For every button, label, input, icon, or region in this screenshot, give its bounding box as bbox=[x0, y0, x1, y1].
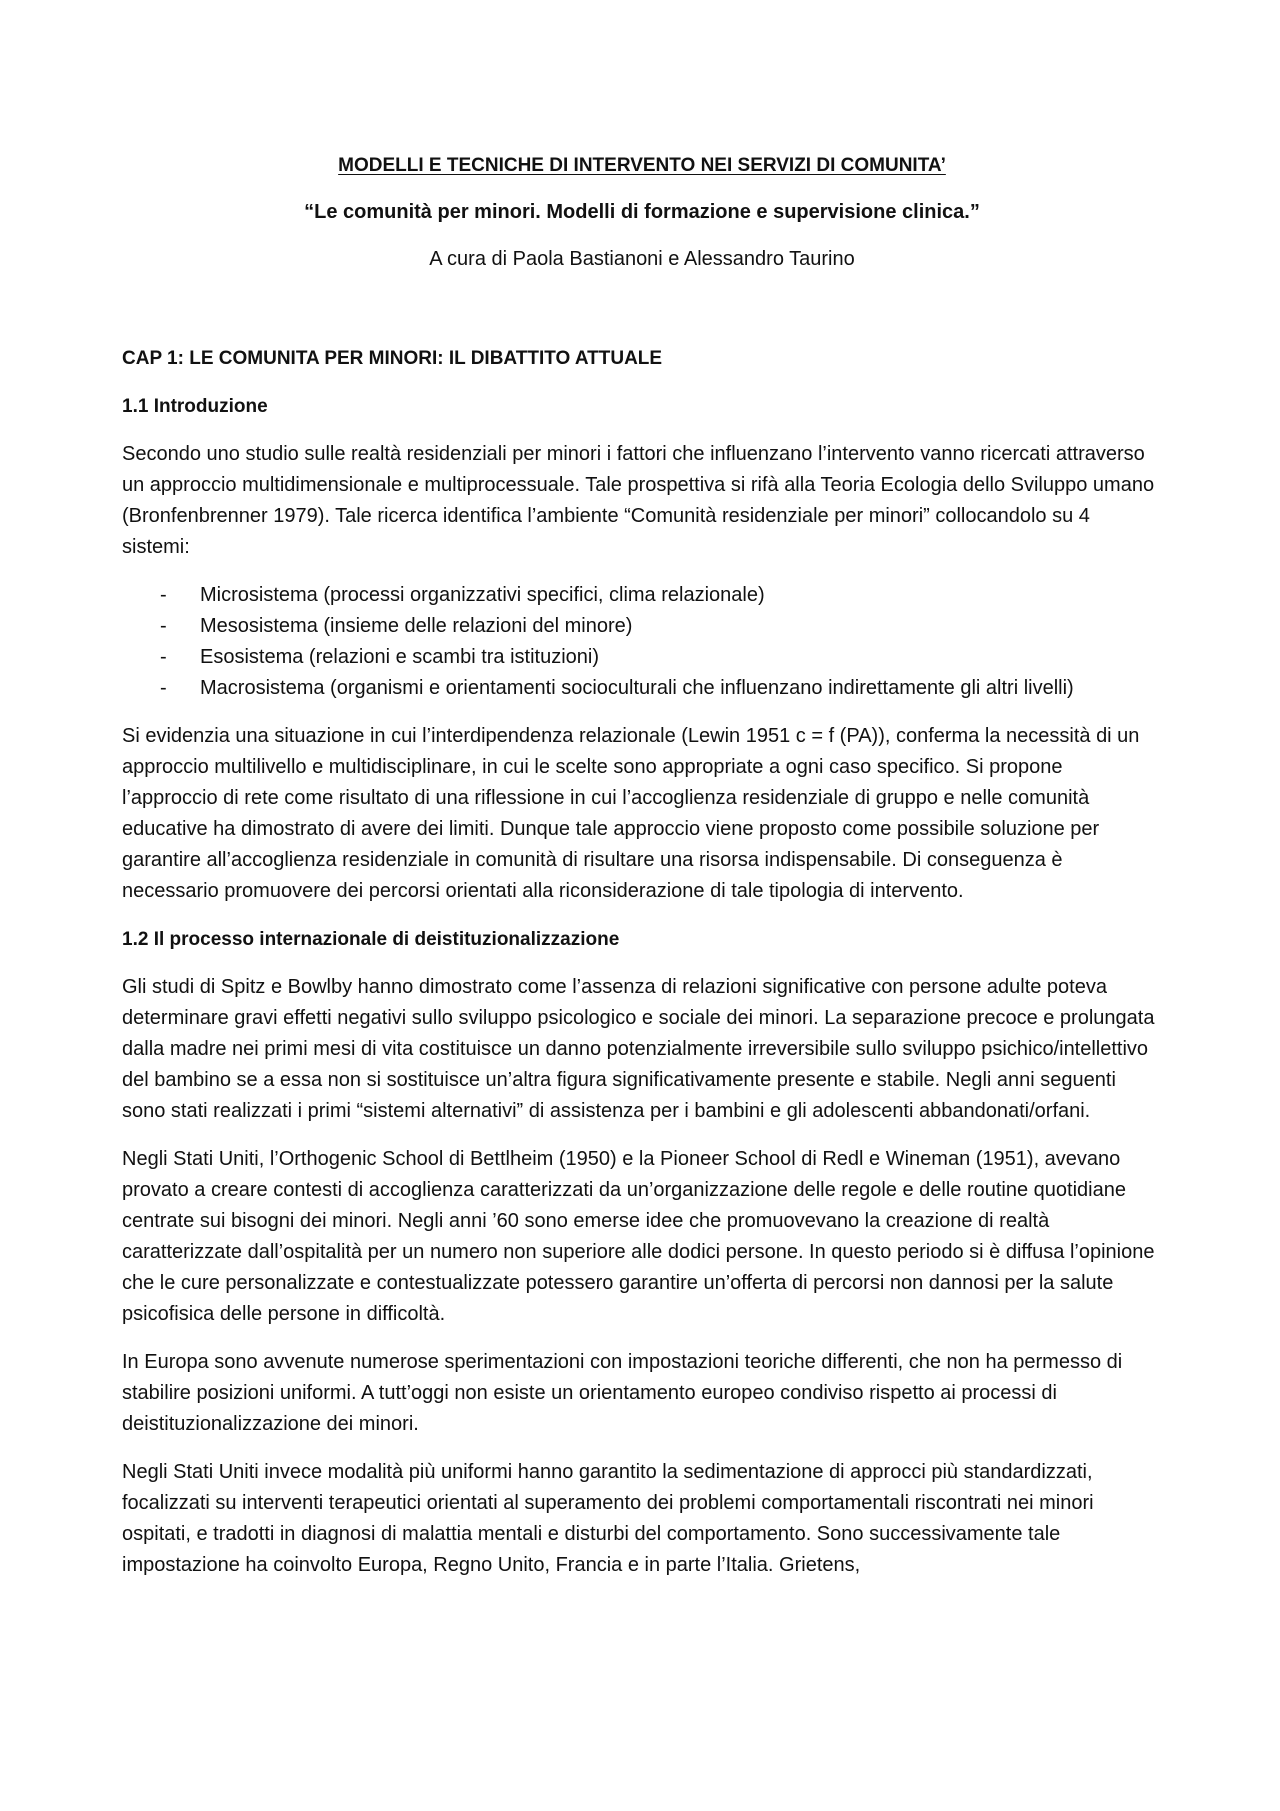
dash-bullet: - bbox=[160, 646, 167, 668]
paragraph-interdipendenza: Si evidenzia una situazione in cui l’interdipendenza relazionale (Lewin 1951 c = f (PA)), conferma la necessità di un approccio multilivello e multidisciplinare, in cui le scelte sono appropriate a ogni caso specifico. Si propone l’approccio di rete come risultato di una riflessione in cui l’accoglienza residenziale di gruppo e nelle comunità educative ha dimostrato di avere dei limiti. Dunque tale approccio viene proposto come possibile soluzione per garantire all’accoglienza residenziale in comunità di risultare una risorsa indispensabile. Di conseguenza è necessario promuovere dei percorsi orientati alla riconsiderazione di tale tipologia di intervento. bbox=[122, 725, 1140, 902]
section-heading-introduzione: 1.1 Introduzione bbox=[122, 396, 268, 417]
paragraph-intro: Secondo uno studio sulle realtà residenziali per minori i fattori che influenzano l’intervento vanno ricercati attraverso un approccio multidimensionale e multiprocessuale. Tale prospettiva si rifà alla Teoria Ecologia dello Sviluppo umano (Bronfenbrenner 1979). Tale ricerca identifica l’ambiente “Comunità residenziale per minori” collocandolo su 4 sistemi: bbox=[122, 443, 1155, 558]
list-item bbox=[122, 642, 1162, 673]
paragraph-europa: In Europa sono avvenute numerose sperimentazioni con impostazioni teoriche differenti, che non ha permesso di stabilire posizioni uniformi. A tutt’oggi non esiste un orientamento europeo condiviso rispetto ai processi di deistituzionalizzazione dei minori. bbox=[122, 1351, 1123, 1435]
list-item-text: Esosistema (relazioni e scambi tra istituzioni) bbox=[200, 646, 600, 668]
systems-list bbox=[122, 580, 1162, 704]
list-item bbox=[122, 611, 1162, 642]
list-item bbox=[122, 673, 1162, 704]
paragraph-spitz-bowlby: Gli studi di Spitz e Bowlby hanno dimostrato come l’assenza di relazioni significative con persone adulte poteva determinare gravi effetti negativi sullo sviluppo psicologico e sociale dei minori. La separazione precoce e prolungata dalla madre nei primi mesi di vita costituisce un danno potenzialmente irreversibile sullo sviluppo psichico/intellettivo del bambino se a essa non si sostituisce un’altra figura significativamente presente e stabile. Negli anni seguenti sono stati realizzati i primi “sistemi alternativi” di assistenza per i bambini e gli adolescenti abbandonati/orfani. bbox=[122, 976, 1155, 1122]
paragraph-stati-uniti: Negli Stati Uniti, l’Orthogenic School di Bettlheim (1950) e la Pioneer School di Redl e Wineman (1951), avevano provato a creare contesti di accoglienza caratterizzati da un’organizzazione delle regole e delle routine quotidiane centrate sui bisogni dei minori. Negli anni ’60 sono emerse idee che promuovevano la creazione di realtà caratterizzate dall’ospitalità per un numero non superiore alle dodici persone. In questo periodo si è diffusa l’opinione che le cure personalizzate e contestualizzate potessero garantire un’offerta di percorsi non dannosi per la salute psicofisica delle persone in difficoltà. bbox=[122, 1148, 1155, 1325]
document-body bbox=[122, 150, 1162, 1581]
dash-bullet: - bbox=[160, 584, 167, 606]
section-heading-deistituzionalizzazione: 1.2 Il processo internazionale di deistituzionalizzazione bbox=[122, 929, 620, 950]
list-item-text: Mesosistema (insieme delle relazioni del minore) bbox=[200, 615, 633, 637]
list-item-text: Macrosistema (organismi e orientamenti socioculturali che influenzano indirettamente gli altri livelli) bbox=[200, 677, 1074, 699]
list-item bbox=[122, 580, 1162, 611]
dash-bullet: - bbox=[160, 677, 167, 699]
dash-bullet: - bbox=[160, 615, 167, 637]
document-title: MODELLI E TECNICHE DI INTERVENTO NEI SERVIZI DI COMUNITA’ bbox=[338, 155, 946, 176]
list-item-text: Microsistema (processi organizzativi specifici, clima relazionale) bbox=[200, 584, 765, 606]
paragraph-approcci-standardizzati: Negli Stati Uniti invece modalità più uniformi hanno garantito la sedimentazione di approcci più standardizzati, focalizzati su interventi terapeutici orientati al superamento dei problemi comportamentali riscontrati nei minori ospitati, e tradotti in diagnosi di malattia mentali e disturbi del comportamento. Sono successivamente tale impostazione ha coinvolto Europa, Regno Unito, Francia e in parte l’Italia. Grietens, bbox=[122, 1461, 1094, 1576]
document-subtitle: “Le comunità per minori. Modelli di formazione e supervisione clinica.” bbox=[304, 201, 980, 223]
document-editors: A cura di Paola Bastianoni e Alessandro Taurino bbox=[429, 248, 855, 270]
chapter-heading: CAP 1: LE COMUNITA PER MINORI: IL DIBATTITO ATTUALE bbox=[122, 348, 663, 369]
